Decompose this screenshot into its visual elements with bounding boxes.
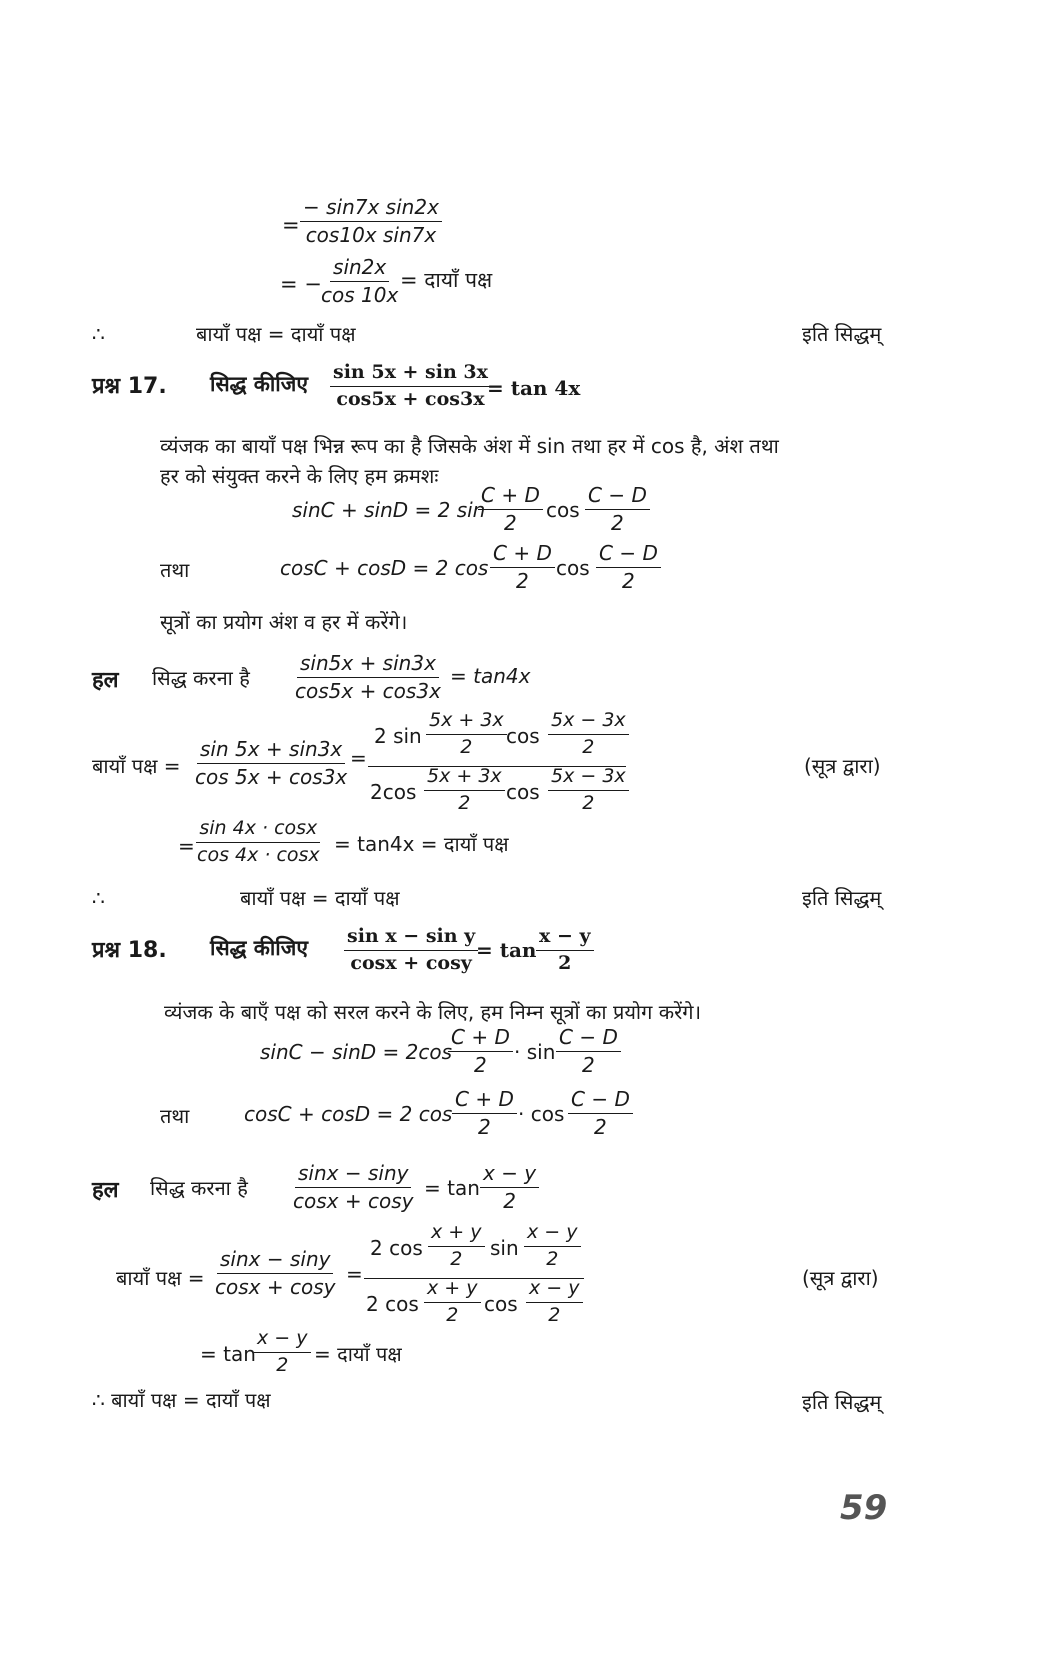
step-tan: = tan — [200, 1342, 256, 1366]
step-rhs: = दायाँ पक्ष — [314, 1342, 402, 1366]
fraction-numerator: 5x − 3x — [548, 766, 629, 791]
fraction-numerator: x − y — [526, 1278, 583, 1303]
conclusion-text: बायाँ पक्ष = दायाँ पक्ष — [240, 886, 400, 910]
equals-sign: = — [346, 1262, 363, 1286]
den-cos: cos — [484, 1292, 518, 1316]
fraction-denominator: 2 — [546, 1247, 559, 1270]
question-fraction — [330, 362, 491, 411]
inner-fraction — [426, 710, 507, 759]
fraction-denominator: 2 — [594, 1115, 607, 1139]
page-number: 59 — [840, 1488, 888, 1528]
fraction-denominator: 2 — [582, 1053, 595, 1077]
formula-fraction — [568, 1088, 633, 1139]
inner-fraction — [428, 1222, 485, 1271]
fraction-numerator: C − D — [568, 1088, 633, 1114]
formula-sum-cos-lhs: cosC + cosD = 2 cos — [244, 1102, 453, 1126]
qed-text: इति सिद्धम् — [802, 322, 882, 346]
fraction-numerator: C − D — [556, 1026, 621, 1052]
solution-fraction — [290, 1162, 416, 1213]
fraction-denominator: cos 4x · cosx — [197, 843, 320, 866]
question-rhs: = tan — [476, 938, 537, 962]
inner-fraction — [424, 766, 505, 815]
fraction-denominator: cos5x + cos3x — [295, 679, 441, 703]
solution-rhs: = tan4x — [450, 664, 531, 688]
inner-fraction — [526, 1278, 583, 1327]
question-fraction — [344, 926, 478, 975]
fraction-denominator: 2 — [504, 511, 517, 535]
therefore-symbol: ∴ — [92, 886, 105, 910]
fraction-numerator: sin5x + sin3x — [297, 652, 439, 678]
prove-text: सिद्ध कीजिए — [210, 936, 308, 960]
fraction-step2 — [318, 256, 401, 307]
compound-fraction — [368, 710, 626, 822]
step-rhs: = tan4x = दायाँ पक्ष — [334, 832, 509, 856]
fraction-denominator: 2 — [582, 735, 595, 758]
equals-minus: = − — [280, 272, 322, 296]
fraction-numerator: sin 4x · cosx — [196, 818, 320, 843]
fraction-step1 — [300, 196, 442, 247]
num-2sin: 2 sin — [374, 724, 422, 748]
fraction-denominator: 2 — [276, 1353, 289, 1376]
fraction-numerator: 5x − 3x — [548, 710, 629, 735]
fraction-numerator: x + y — [424, 1278, 481, 1303]
inner-fraction — [548, 766, 629, 815]
conclusion-text: बायाँ पक्ष = दायाँ पक्ष — [196, 322, 356, 346]
fraction-denominator: 2 — [478, 1115, 491, 1139]
fraction-numerator: C + D — [452, 1088, 517, 1114]
fraction-numerator: 5x + 3x — [424, 766, 505, 791]
fraction-denominator: 2 — [582, 791, 595, 814]
inner-fraction — [548, 710, 629, 759]
fraction-denominator: 2 — [460, 735, 473, 758]
formula-cos-text: · cos — [518, 1102, 565, 1126]
fraction-denominator: 2 — [474, 1053, 487, 1077]
formula-fraction — [490, 542, 555, 593]
tatha-text: तथा — [160, 1104, 190, 1128]
lhs-label: बायाँ पक्ष = — [116, 1266, 205, 1290]
fraction-numerator: sin2x — [330, 256, 389, 282]
fraction-denominator: 2 — [622, 569, 635, 593]
formula-diff-sin-lhs: sinC − sinD = 2cos — [260, 1040, 452, 1064]
equals-sign: = — [350, 746, 367, 770]
fraction-numerator: x + y — [428, 1222, 485, 1247]
lhs-fraction — [192, 738, 350, 789]
fraction-numerator: − sin7x sin2x — [300, 196, 442, 222]
tatha-text: तथा — [160, 558, 190, 582]
rhs-text: = दायाँ पक्ष — [400, 268, 493, 292]
inner-fraction — [524, 1222, 581, 1271]
den-cos: cos — [506, 780, 540, 804]
lhs-fraction — [212, 1248, 338, 1299]
fraction-numerator: C + D — [490, 542, 555, 568]
prove-text: सिद्ध कीजिए — [210, 372, 308, 396]
equals-sign: = — [178, 834, 195, 858]
apply-text: सूत्रों का प्रयोग अंश व हर में करेंगे। — [160, 610, 408, 634]
fraction-denominator: 2 — [611, 511, 624, 535]
fraction-denominator: 2 — [450, 1247, 463, 1270]
formula-cos-text: cos — [556, 556, 590, 580]
qed-text: इति सिद्धम् — [802, 886, 882, 910]
num-2cos: 2 cos — [370, 1236, 423, 1260]
formula-note: (सूत्र द्वारा) — [804, 754, 881, 778]
to-prove-text: सिद्ध करना है — [150, 1176, 248, 1200]
question-label: प्रश्न 18. — [92, 938, 167, 963]
inner-fraction — [424, 1278, 481, 1327]
den-2cos: 2 cos — [366, 1292, 419, 1316]
num-cos: cos — [506, 724, 540, 748]
formula-cos-text: cos — [546, 498, 580, 522]
intro-line-2: हर को संयुक्त करने के लिए हम क्रमशः — [160, 464, 439, 488]
fraction-denominator: 2 — [446, 1303, 459, 1326]
solution-fraction — [292, 652, 444, 703]
fraction-denominator: cosx + cosy — [293, 1189, 414, 1213]
den-2cos: 2cos — [370, 780, 417, 804]
formula-fraction — [596, 542, 661, 593]
fraction-numerator: sin x − sin y — [344, 926, 478, 951]
num-sin: sin — [490, 1236, 519, 1260]
compound-fraction — [364, 1222, 584, 1334]
question-rhs: = tan 4x — [487, 376, 581, 400]
fraction-numerator: C + D — [478, 484, 543, 510]
fraction-denominator: cos 10x — [321, 283, 399, 307]
formula-sin-text: · sin — [514, 1040, 556, 1064]
fraction-denominator: 2 — [503, 1189, 516, 1213]
fraction-numerator: C − D — [585, 484, 650, 510]
therefore-symbol: ∴ — [92, 322, 105, 346]
solution-rhs: = tan — [424, 1176, 480, 1200]
solution-rhs-fraction — [480, 1162, 539, 1213]
fraction-numerator: x − y — [254, 1328, 311, 1353]
step-fraction — [254, 1328, 311, 1377]
hal-label: हल — [92, 1178, 119, 1203]
lhs-label: बायाँ पक्ष = — [92, 754, 181, 778]
conclusion-text: ∴ बायाँ पक्ष = दायाँ पक्ष — [92, 1388, 271, 1412]
equals-sign: = — [282, 213, 300, 237]
question-rhs-fraction — [536, 926, 594, 975]
formula-sum-sin-lhs: sinC + sinD = 2 sin — [292, 498, 486, 522]
formula-fraction — [452, 1088, 517, 1139]
fraction-numerator: 5x + 3x — [426, 710, 507, 735]
formula-fraction — [556, 1026, 621, 1077]
fraction-numerator: C + D — [448, 1026, 513, 1052]
formula-sum-cos-lhs: cosC + cosD = 2 cos — [280, 556, 489, 580]
formula-fraction — [585, 484, 650, 535]
fraction-numerator: sin 5x + sin3x — [197, 738, 345, 764]
fraction-numerator: C − D — [596, 542, 661, 568]
fraction-numerator: sin 5x + sin 3x — [330, 362, 491, 387]
fraction-denominator: cos 5x + cos3x — [195, 765, 348, 789]
fraction-denominator: 2 — [516, 569, 529, 593]
formula-fraction — [448, 1026, 513, 1077]
fraction-denominator: cosx + cosy — [350, 951, 472, 974]
step-fraction — [194, 818, 323, 867]
fraction-denominator: cos5x + cos3x — [336, 387, 485, 410]
fraction-numerator: x − y — [536, 926, 594, 951]
question-label: प्रश्न 17. — [92, 374, 167, 399]
fraction-denominator: cosx + cosy — [215, 1275, 336, 1299]
fraction-numerator: sinx − siny — [217, 1248, 333, 1274]
fraction-denominator: cos10x sin7x — [305, 223, 437, 247]
formula-note: (सूत्र द्वारा) — [802, 1266, 879, 1290]
fraction-denominator: 2 — [548, 1303, 561, 1326]
fraction-numerator: sinx − siny — [295, 1162, 411, 1188]
fraction-denominator: 2 — [458, 791, 471, 814]
formula-fraction — [478, 484, 543, 535]
fraction-denominator: 2 — [558, 951, 572, 974]
qed-text: इति सिद्धम् — [802, 1390, 882, 1414]
hal-label: हल — [92, 668, 119, 693]
fraction-numerator: x − y — [524, 1222, 581, 1247]
intro-text: व्यंजक के बाएँ पक्ष को सरल करने के लिए, हम निम्न सूत्रों का प्रयोग करेंगे। — [164, 1000, 702, 1024]
to-prove-text: सिद्ध करना है — [152, 666, 250, 690]
fraction-numerator: x − y — [480, 1162, 539, 1188]
intro-line-1: व्यंजक का बायाँ पक्ष भिन्न रूप का है जिसके अंश में sin तथा हर में cos है, अंश तथा — [160, 434, 779, 458]
